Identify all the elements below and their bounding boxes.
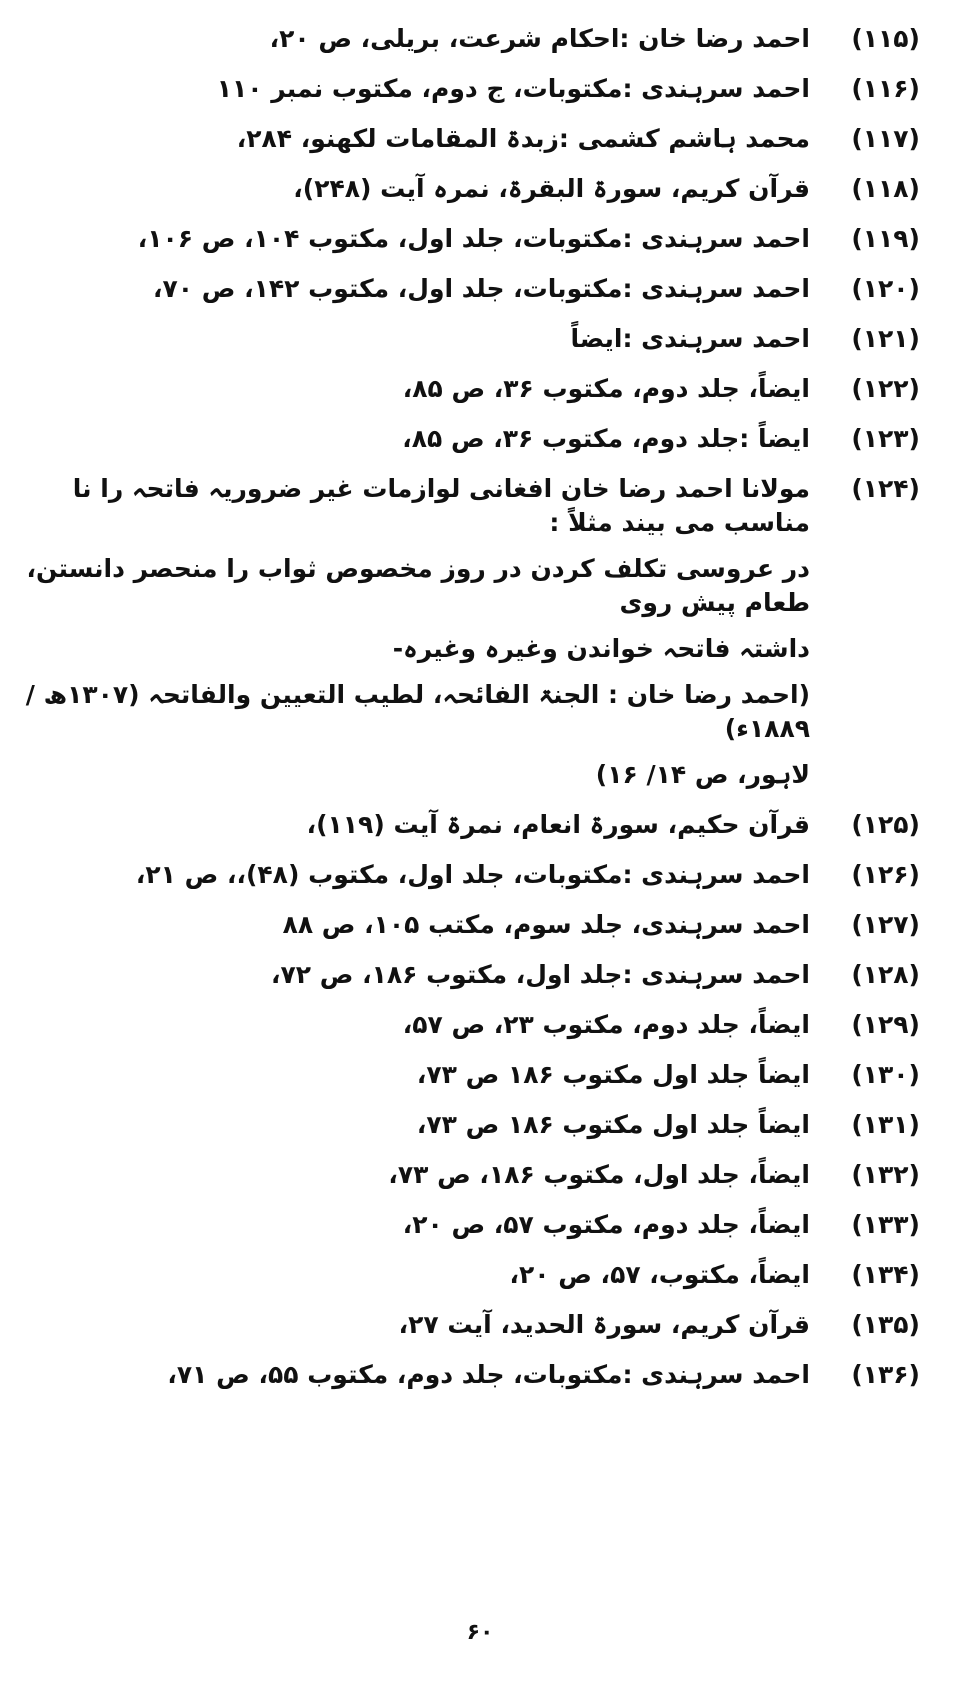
footnote-line: مولانا احمد رضا خان افغانی لوازمات غیر ضروریہ فاتحہ را نا مناسب می بیند مثلاً : bbox=[72, 474, 810, 537]
footnote-number: (۱۲۱) bbox=[851, 324, 920, 353]
footnote-line: لاہور، ص ۱۴/ ۱۶) bbox=[595, 760, 810, 789]
footnote-text bbox=[20, 1058, 828, 1092]
footnote-number: (۱۲۳) bbox=[851, 424, 920, 453]
footnote-line: داشتہ فاتحہ خواندن وغیرہ وغیرہ- bbox=[392, 634, 810, 663]
footnote-item bbox=[20, 1208, 920, 1242]
footnote-number: (۱۲۵) bbox=[851, 810, 920, 839]
footnote-text bbox=[20, 122, 828, 156]
footnote-number: (۱۳۰) bbox=[851, 1060, 920, 1089]
footnote-line: احمد سرہندی، جلد سوم، مکتب ۱۰۵، ص ۸۸ bbox=[282, 910, 810, 939]
footnote-number: (۱۳۶) bbox=[851, 1360, 920, 1389]
footnote-text bbox=[20, 1308, 828, 1342]
footnote-item bbox=[20, 272, 920, 306]
footnote-line: احمد سرہندی :مکتوبات، جلد اول، مکتوب ۱۴۲، ص ۷۰، bbox=[153, 274, 810, 303]
footnote-line: ایضاً، جلد دوم، مکتوب ۳۶، ص ۸۵، bbox=[402, 374, 810, 403]
footnote-line: قرآن کریم، سورۃ البقرۃ، نمرہ آیت (۲۴۸)، bbox=[293, 174, 810, 203]
footnote-text bbox=[20, 222, 828, 256]
footnote-text bbox=[20, 422, 828, 456]
footnote-item bbox=[20, 22, 920, 56]
footnote-text bbox=[20, 1008, 828, 1042]
footnote-line: (احمد رضا خان : الجنۃ الفائحہ، لطیب التعیین والفاتحہ (۱۳۰۷ھ /۱۸۸۹ء) bbox=[25, 680, 810, 743]
footnote-number: (۱۳۲) bbox=[851, 1160, 920, 1189]
footnote-item bbox=[20, 858, 920, 892]
footnote-item bbox=[20, 958, 920, 992]
footnote-text bbox=[20, 1358, 828, 1392]
footnote-number: (۱۱۹) bbox=[851, 224, 920, 253]
footnote-line: ایضاً، جلد دوم، مکتوب ۵۷، ص ۲۰، bbox=[402, 1210, 810, 1239]
footnote-text bbox=[20, 1158, 828, 1192]
footnote-number: (۱۱۷) bbox=[851, 124, 920, 153]
footnote-line: ایضاً جلد اول مکتوب ۱۸۶ ص ۷۳، bbox=[416, 1110, 810, 1139]
footnote-item bbox=[20, 172, 920, 206]
footnote-line: ایضاً جلد اول مکتوب ۱۸۶ ص ۷۳، bbox=[416, 1060, 810, 1089]
footnote-number: (۱۳۵) bbox=[851, 1310, 920, 1339]
footnote-number: (۱۳۴) bbox=[851, 1260, 920, 1289]
footnote-item bbox=[20, 1158, 920, 1192]
footnote-text bbox=[20, 858, 828, 892]
footnote-line: احمد سرہندی :مکتوبات، جلد اول، مکتوب ۱۰۴، ص ۱۰۶، bbox=[137, 224, 810, 253]
footnote-number: (۱۲۲) bbox=[851, 374, 920, 403]
footnote-line: احمد سرہندی :مکتوبات، ج دوم، مکتوب نمبر ۱۱۰ bbox=[216, 74, 810, 103]
footnote-item bbox=[20, 122, 920, 156]
footnote-number: (۱۲۴) bbox=[851, 474, 920, 503]
footnote-line: احمد رضا خان :احکام شرعت، بریلی، ص ۲۰، bbox=[269, 24, 810, 53]
footnote-line: قرآن حکیم، سورۃ انعام، نمرۃ آیت (۱۱۹)، bbox=[306, 810, 810, 839]
footnote-line: ایضاً، جلد دوم، مکتوب ۲۳، ص ۵۷، bbox=[402, 1010, 810, 1039]
footnote-text bbox=[20, 272, 828, 306]
footnote-number: (۱۱۶) bbox=[851, 74, 920, 103]
footnote-item bbox=[20, 808, 920, 842]
footnote-text bbox=[20, 808, 828, 842]
footnote-number: (۱۱۸) bbox=[851, 174, 920, 203]
footnote-number: (۱۲۹) bbox=[851, 1010, 920, 1039]
footnote-text bbox=[20, 1108, 828, 1142]
footnotes-list bbox=[20, 22, 920, 1408]
footnote-line: ایضاً :جلد دوم، مکتوب ۳۶، ص ۸۵، bbox=[402, 424, 810, 453]
footnote-item bbox=[20, 1058, 920, 1092]
footnote-text bbox=[20, 472, 828, 792]
footnote-item bbox=[20, 1308, 920, 1342]
footnote-text bbox=[20, 958, 828, 992]
page-number: ۶۰ bbox=[466, 1620, 494, 1645]
footnote-number: (۱۳۳) bbox=[851, 1210, 920, 1239]
footnote-item bbox=[20, 1258, 920, 1292]
footnote-text bbox=[20, 1208, 828, 1242]
footnote-text bbox=[20, 172, 828, 206]
footnote-line: قرآن کریم، سورۃ الحدید، آیت ۲۷، bbox=[398, 1310, 810, 1339]
footnote-item bbox=[20, 322, 920, 356]
footnote-text bbox=[20, 908, 828, 942]
footnote-text bbox=[20, 72, 828, 106]
footnote-item bbox=[20, 1008, 920, 1042]
footnote-number: (۱۱۵) bbox=[851, 24, 920, 53]
footnote-item bbox=[20, 472, 920, 792]
footnote-number: (۱۳۱) bbox=[851, 1110, 920, 1139]
footnote-item bbox=[20, 372, 920, 406]
footnote-line: احمد سرہندی :مکتوبات، جلد دوم، مکتوب ۵۵، ص ۷۱، bbox=[167, 1360, 810, 1389]
footnote-line: در عروسی تکلف کردن در روز مخصوص ثواب را منحصر دانستن، طعام پیش روی bbox=[26, 554, 810, 617]
footnote-number: (۱۲۸) bbox=[851, 960, 920, 989]
footnote-number: (۱۲۷) bbox=[851, 910, 920, 939]
footnote-line: محمد ہاشم کشمی :زبدۃ المقامات لکھنو، ۲۸۴، bbox=[236, 124, 810, 153]
footnote-number: (۱۲۶) bbox=[851, 860, 920, 889]
footnote-item bbox=[20, 222, 920, 256]
footnote-text bbox=[20, 372, 828, 406]
footnote-number: (۱۲۰) bbox=[851, 274, 920, 303]
footnote-line: ایضاً، جلد اول، مکتوب ۱۸۶، ص ۷۳، bbox=[388, 1160, 810, 1189]
footnote-text bbox=[20, 322, 828, 356]
footnote-item bbox=[20, 72, 920, 106]
footnote-item bbox=[20, 1358, 920, 1392]
footnote-line: احمد سرہندی :مکتوبات، جلد اول، مکتوب (۴۸)،، ص ۲۱، bbox=[135, 860, 810, 889]
footnote-line: ایضاً، مکتوب، ۵۷، ص ۲۰، bbox=[509, 1260, 810, 1289]
footnote-line: احمد سرہندی :ایضاً bbox=[570, 324, 810, 353]
footnote-line: احمد سرہندی :جلد اول، مکتوب ۱۸۶، ص ۷۲، bbox=[271, 960, 810, 989]
footnote-text bbox=[20, 22, 828, 56]
footnote-item bbox=[20, 422, 920, 456]
footnote-item bbox=[20, 1108, 920, 1142]
footnote-text bbox=[20, 1258, 828, 1292]
footnote-item bbox=[20, 908, 920, 942]
